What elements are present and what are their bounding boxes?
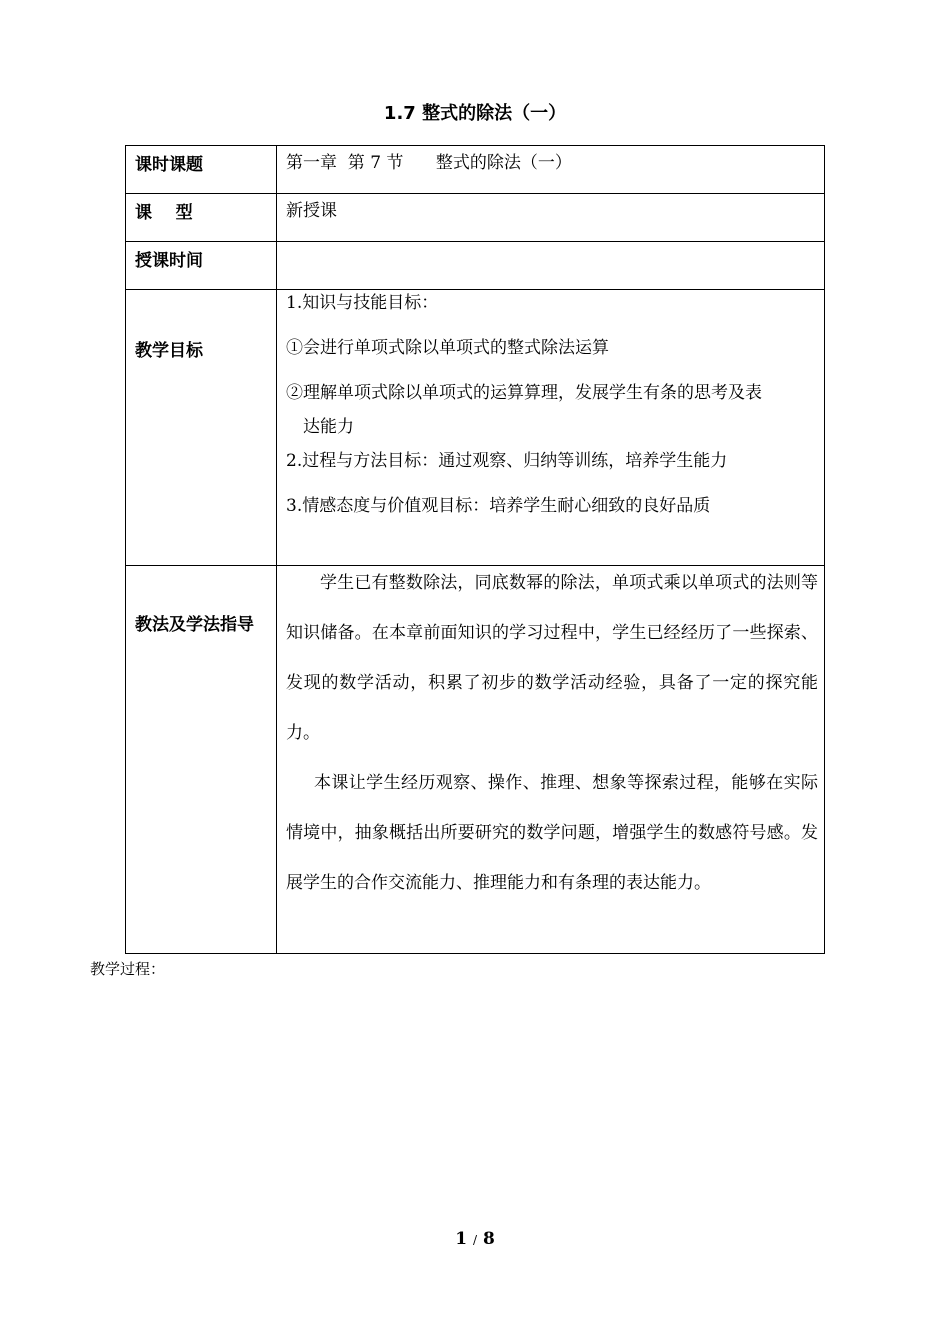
teaching-process-label: 教学过程： <box>90 960 166 978</box>
time-value <box>277 242 825 290</box>
goals-cell <box>277 290 825 566</box>
table-row-goals <box>126 290 825 566</box>
goal-1b-line1: ②理解单项式除以单项式的运算算理，发展学生有条的思考及表 <box>286 383 762 403</box>
goals-label: 教学目标 <box>135 341 203 361</box>
goal-1b-line2: 达能力 <box>303 417 354 437</box>
goal-2: 2.过程与方法目标：通过观察、归纳等训练，培养学生能力 <box>286 451 728 471</box>
topic-label: 课时课题 <box>126 146 277 194</box>
table-row-time <box>126 242 825 290</box>
table-row-method <box>126 566 825 954</box>
document-title: 1.7 整式的除法（一） <box>383 103 567 124</box>
goal-3: 3.情感态度与价值观目标：培养学生耐心细致的良好品质 <box>286 496 711 516</box>
table-row-topic <box>126 146 825 194</box>
lesson-info-table <box>125 145 825 954</box>
method-label-cell <box>126 566 277 954</box>
method-paragraph-2: 本课让学生经历观察、操作、推理、想象等探索过程，能够在实际情境中，抽象概括出所要研究的数学问题，增强学生的数感符号感。发展学生的合作交流能力、推理能力和有条理的表达能力。 <box>286 773 818 893</box>
method-paragraph-1: 学生已有整数除法，同底数幂的除法，单项式乘以单项式的法则等知识储备。在本章前面知识的学习过程中，学生已经经历了一些探索、发现的数学活动，积累了初步的数学活动经验，具备了一定的探究能力。 <box>286 573 818 743</box>
method-label: 教法及学法指导 <box>135 615 254 635</box>
page-current: 1 <box>455 1229 468 1249</box>
topic-value: 第一章 第 7 节 整式的除法（一） <box>277 146 825 194</box>
type-value: 新授课 <box>277 194 825 242</box>
goal-1: 1.知识与技能目标： <box>286 293 439 313</box>
page-separator: / <box>472 1233 478 1247</box>
goal-1a: ①会进行单项式除以单项式的整式除法运算 <box>286 338 609 358</box>
page-number <box>0 1229 950 1249</box>
method-cell <box>277 566 825 954</box>
type-label: 课 型 <box>126 194 277 242</box>
page-total: 8 <box>482 1229 495 1249</box>
time-label: 授课时间 <box>126 242 277 290</box>
goals-label-cell <box>126 290 277 566</box>
table-row-type <box>126 194 825 242</box>
